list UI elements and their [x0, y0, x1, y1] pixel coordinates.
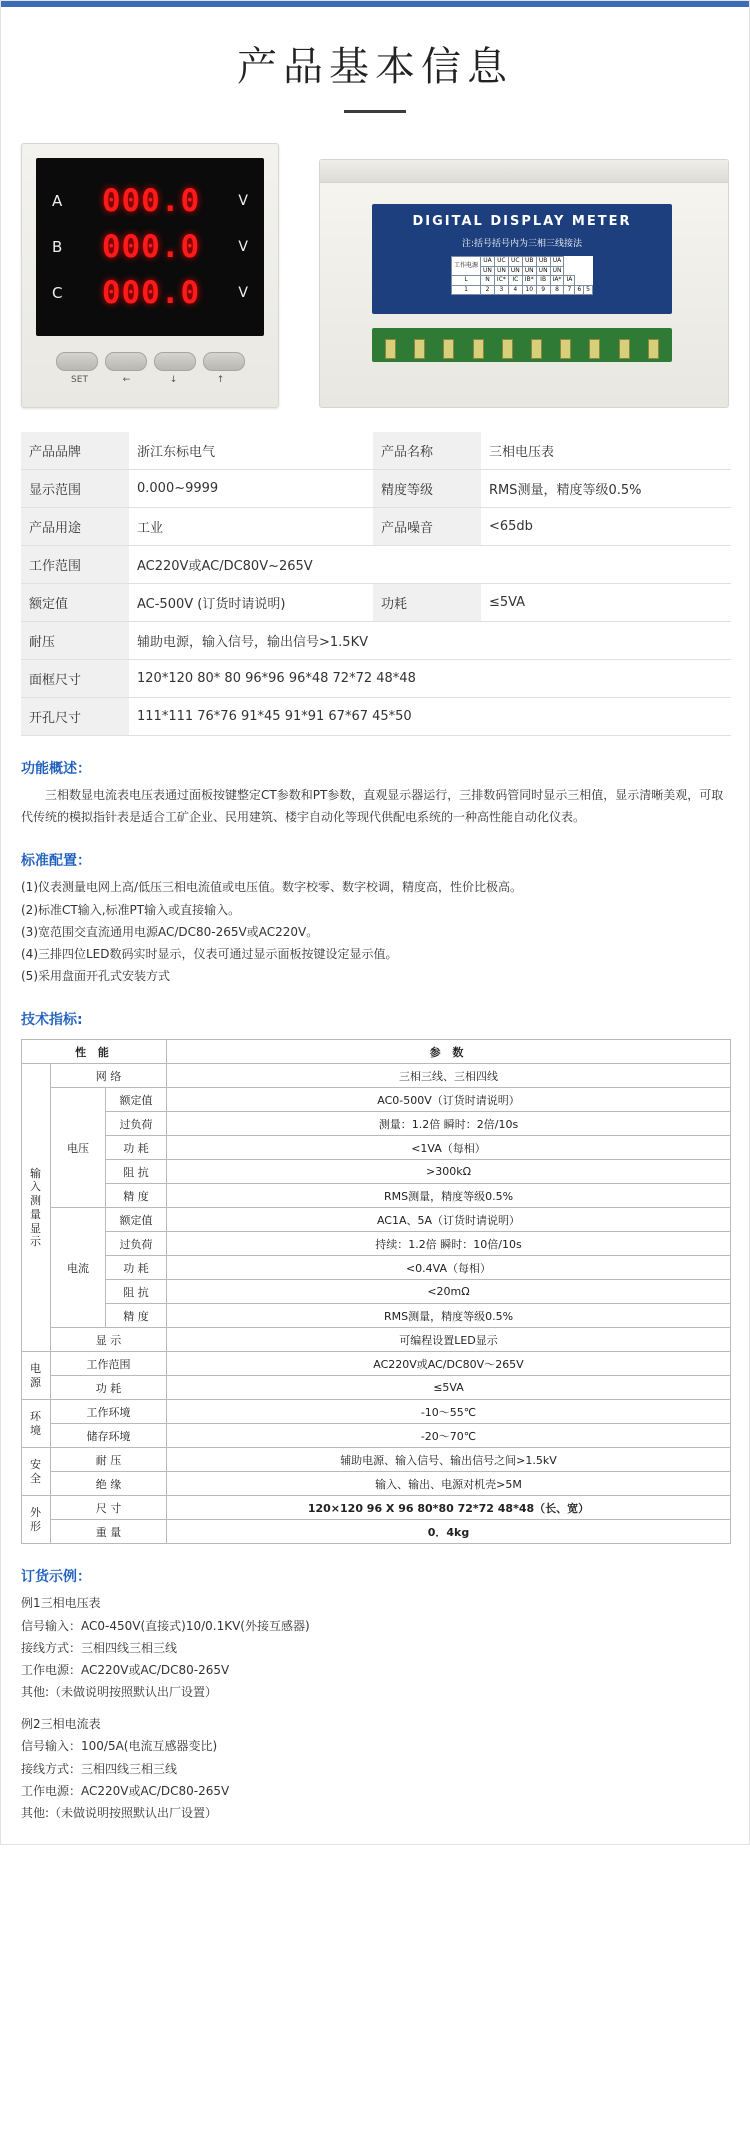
tech-value: -20～70℃	[167, 1424, 731, 1448]
table-row	[452, 257, 593, 267]
wiring-cell: 8	[550, 285, 564, 295]
page-title: 产品基本信息	[237, 44, 513, 90]
tech-header-performance: 性 能	[22, 1040, 167, 1064]
table-row	[22, 1424, 731, 1448]
table-row	[21, 698, 731, 736]
spec-key: 产品名称	[373, 432, 481, 470]
order-line: 例1三相电压表	[21, 1596, 101, 1611]
standard-line: (2)标准CT输入,标准PT输入或直接输入。	[21, 902, 241, 917]
table-row	[22, 1520, 731, 1544]
display-row	[46, 183, 254, 219]
wiring-cell: IA	[564, 276, 575, 286]
wiring-cell: IB*	[522, 276, 536, 286]
phase-label-c: C	[52, 284, 63, 302]
tech-group-dimensions: 外形	[22, 1496, 51, 1544]
order-line: 其他:（未做说明按照默认出厂设置）	[21, 1685, 218, 1700]
tech-sub-label: 额定值	[106, 1088, 167, 1112]
wiring-cell: UC	[508, 257, 522, 267]
tech-sub-label: 功 耗	[51, 1376, 167, 1400]
terminal-pin	[619, 339, 630, 359]
terminal-pin	[414, 339, 425, 359]
tech-sub-label: 网 络	[51, 1064, 167, 1088]
standard-line: (5)采用盘面开孔式安装方式	[21, 969, 170, 984]
table-row	[22, 1136, 731, 1160]
order-line: 信号输入：100/5A(电流互感器变比)	[21, 1739, 218, 1754]
terminal-pin	[443, 339, 454, 359]
phase-value-c: 000.0	[101, 275, 201, 311]
table-row	[22, 1352, 731, 1376]
table-row	[22, 1376, 731, 1400]
spec-value: 三相电压表	[488, 445, 554, 460]
wiring-cell: 5	[584, 285, 593, 295]
tech-value: <1VA（每相）	[167, 1136, 731, 1160]
terminal-pin	[473, 339, 484, 359]
tech-spec-table	[21, 1039, 731, 1544]
spec-key: 工作范围	[21, 546, 129, 584]
set-button[interactable]	[56, 352, 98, 371]
table-row	[22, 1208, 731, 1232]
tech-value: 输入、输出、电源对机壳>5M	[167, 1472, 731, 1496]
spec-key: 耐压	[21, 622, 129, 660]
standard-line: (4)三排四位LED数码实时显示，仪表可通过显示面板按键设定显示值。	[21, 946, 398, 961]
tech-group-safety: 安全	[22, 1448, 51, 1496]
order-line: 接线方式：三相四线三相三线	[21, 1640, 178, 1655]
tech-value: RMS测量，精度等级0.5%	[167, 1184, 731, 1208]
tech-value: 辅助电源、输入信号、输出信号之间>1.5kV	[167, 1448, 731, 1472]
table-row	[21, 432, 731, 470]
spec-key: 显示范围	[21, 470, 129, 508]
wiring-cell: 工作电源	[452, 257, 481, 276]
terminal-pin	[648, 339, 659, 359]
spec-key: 功耗	[373, 584, 481, 622]
table-row	[22, 1448, 731, 1472]
tech-value: 持续：1.2倍 瞬时：10倍/10s	[167, 1232, 731, 1256]
wiring-cell: UN	[494, 266, 508, 276]
tech-sub-label: 过负荷	[106, 1112, 167, 1136]
phase-value-a: 000.0	[101, 183, 201, 219]
tech-header-parameter: 参 数	[167, 1040, 731, 1064]
wiring-cell: UN	[508, 266, 522, 276]
tech-value: 测量：1.2倍 瞬时：2倍/10s	[167, 1112, 731, 1136]
tech-sub-label: 阻 抗	[106, 1280, 167, 1304]
spec-value: RMS测量，精度等级0.5%	[488, 483, 642, 498]
left-button-label: ←	[122, 375, 131, 385]
table-row	[22, 1160, 731, 1184]
wiring-cell: 7	[564, 285, 575, 295]
display-row	[46, 275, 254, 311]
tech-sub-label: 绝 缘	[51, 1472, 167, 1496]
tech-sub-label: 显 示	[51, 1328, 167, 1352]
spec-key: 开孔尺寸	[21, 698, 129, 736]
spec-value: 浙江东标电气	[137, 445, 216, 460]
terminal-block	[372, 328, 672, 362]
table-row	[22, 1304, 731, 1328]
tech-value: ≤5VA	[167, 1376, 731, 1400]
tech-value: AC0-500V（订货时请说明）	[167, 1088, 731, 1112]
standard-line: (3)宽范围交直流通用电源AC/DC80-265V或AC220V。	[21, 924, 319, 939]
table-row	[21, 546, 731, 584]
phase-value-b: 000.0	[101, 229, 201, 265]
order-line: 接线方式：三相四线三相三线	[21, 1761, 178, 1776]
wiring-cell: UA	[550, 257, 564, 267]
spec-key: 面框尺寸	[21, 660, 129, 698]
wiring-diagram-table	[451, 256, 593, 295]
terminal-pin	[589, 339, 600, 359]
order-line: 工作电源：AC220V或AC/DC80-265V	[21, 1662, 230, 1677]
wiring-cell: IA*	[550, 276, 564, 286]
tech-sub-label: 尺 寸	[51, 1496, 167, 1520]
order-spacer	[21, 1703, 729, 1713]
order-line: 工作电源：AC220V或AC/DC80-265V	[21, 1783, 230, 1798]
nameplate-title: DIGITAL DISPLAY METER	[412, 214, 632, 229]
tech-sub-label: 储存环境	[51, 1424, 167, 1448]
tech-sub-label: 工作环境	[51, 1400, 167, 1424]
tech-value: 三相三线、三相四线	[167, 1064, 731, 1088]
tech-value: >300kΩ	[167, 1160, 731, 1184]
meter-back-top-edge	[320, 160, 728, 183]
tech-group-power: 电源	[22, 1352, 51, 1400]
nameplate-note: 注:括号括号内为三相三线接法	[461, 239, 583, 249]
spec-value: AC-500V (订货时请说明)	[137, 597, 286, 612]
page-title-block	[1, 7, 749, 121]
table-row	[22, 1184, 731, 1208]
table-row	[22, 1280, 731, 1304]
left-button[interactable]	[105, 352, 147, 371]
phase-unit-c: V	[238, 285, 248, 301]
tech-sub-label: 过负荷	[106, 1232, 167, 1256]
function-section	[21, 758, 729, 828]
table-row	[22, 1328, 731, 1352]
tech-value: AC220V或AC/DC80V～265V	[167, 1352, 731, 1376]
tech-sub-label: 功 耗	[106, 1136, 167, 1160]
tech-value: <0.4VA（每相）	[167, 1256, 731, 1280]
tech-sub-label: 耐 压	[51, 1448, 167, 1472]
order-line: 例2三相电流表	[21, 1717, 101, 1732]
title-divider	[344, 110, 406, 113]
up-button-label: ↑	[216, 375, 225, 385]
wiring-cell: 4	[508, 285, 522, 295]
meter-button-labels	[36, 375, 264, 385]
wiring-cell: UN	[550, 266, 564, 276]
down-button-label: ↓	[169, 375, 178, 385]
tech-value: 0．4kg	[167, 1520, 731, 1544]
meter-button-row	[36, 352, 264, 371]
tech-heading: 技术指标:	[21, 1012, 83, 1029]
phase-label-b: B	[52, 238, 63, 256]
phase-unit-a: V	[238, 193, 248, 209]
wiring-cell: UC	[494, 257, 508, 267]
wiring-cell: 1	[452, 285, 481, 295]
tech-section-heading-block	[21, 1009, 729, 1029]
led-display	[36, 158, 264, 336]
standard-config-section	[21, 850, 729, 987]
up-button[interactable]	[203, 352, 245, 371]
spec-value: 120*120 80* 80 96*96 96*48 72*72 48*48	[137, 671, 416, 686]
tech-sub-label: 精 度	[106, 1304, 167, 1328]
function-body: 三相数显电流表电压表通过面板按键整定CT参数和PT参数，直观显示器运行，三排数码管同时显示三相值，显示清晰美观，可取代传统的模拟指针表是适合工矿企业、民用建筑、楼宇自动化等现代供配电系统的一种高性能自动化仪表。	[21, 788, 724, 825]
table-row	[22, 1232, 731, 1256]
tech-group-voltage: 电压	[51, 1088, 106, 1208]
spec-value: 0.000~9999	[137, 481, 219, 496]
meter-back-body	[319, 159, 729, 408]
tech-sub-label: 额定值	[106, 1208, 167, 1232]
terminal-pin	[560, 339, 571, 359]
order-heading: 订货示例：	[21, 1569, 91, 1586]
order-line: 信号输入：AC0-450V(直接式)10/0.1KV(外接互感器)	[21, 1618, 310, 1633]
wiring-cell: UN	[536, 266, 550, 276]
wiring-cell: 6	[575, 285, 584, 295]
meter-front-image	[21, 143, 279, 408]
wiring-cell: IC	[508, 276, 522, 286]
phase-unit-b: V	[238, 239, 248, 255]
table-row	[452, 276, 593, 286]
function-heading: 功能概述：	[21, 761, 91, 777]
tech-sub-label: 阻 抗	[106, 1160, 167, 1184]
spec-key: 产品用途	[21, 508, 129, 546]
set-button-label: SET	[71, 375, 88, 385]
table-row	[22, 1496, 731, 1520]
tech-sub-label: 重 量	[51, 1520, 167, 1544]
meter-back-image	[309, 143, 729, 408]
spec-value: 111*111 76*76 91*45 91*91 67*67 45*50	[137, 709, 412, 724]
table-row	[21, 584, 731, 622]
wiring-cell: UN	[481, 266, 495, 276]
table-row	[21, 622, 731, 660]
tech-group-input: 输 入 测 量 显 示	[22, 1064, 51, 1352]
phase-label-a: A	[52, 192, 63, 210]
table-row	[22, 1064, 731, 1088]
wiring-cell: UB	[536, 257, 550, 267]
table-row	[22, 1472, 731, 1496]
spec-key: 产品品牌	[21, 432, 129, 470]
spec-key: 额定值	[21, 584, 129, 622]
table-row	[21, 508, 731, 546]
tech-value: 120×120 96 X 96 80*80 72*72 48*48（长、宽）	[167, 1496, 731, 1520]
wiring-cell: L	[452, 276, 481, 286]
spec-value: <65db	[488, 519, 533, 534]
wiring-cell: 3	[494, 285, 508, 295]
table-row	[22, 1112, 731, 1136]
meter-back-nameplate	[372, 204, 672, 314]
wiring-cell: 9	[536, 285, 550, 295]
tech-sub-label: 功 耗	[106, 1256, 167, 1280]
terminal-pin	[531, 339, 542, 359]
tech-group-environment: 环境	[22, 1400, 51, 1448]
table-row	[22, 1256, 731, 1280]
table-row	[21, 660, 731, 698]
tech-value: -10～55℃	[167, 1400, 731, 1424]
tech-sub-label: 精 度	[106, 1184, 167, 1208]
tech-value: <20mΩ	[167, 1280, 731, 1304]
wiring-cell: 10	[522, 285, 536, 295]
wiring-cell: UA	[481, 257, 495, 267]
table-row	[22, 1088, 731, 1112]
spec-value: 辅助电源，输入信号，输出信号>1.5KV	[137, 635, 368, 650]
terminal-pin	[385, 339, 396, 359]
order-line: 其他:（未做说明按照默认出厂设置）	[21, 1806, 218, 1820]
basic-spec-table	[21, 432, 731, 736]
table-row	[22, 1040, 731, 1064]
table-row	[452, 285, 593, 295]
display-row	[46, 229, 254, 265]
down-button[interactable]	[154, 352, 196, 371]
wiring-cell: IB	[536, 276, 550, 286]
tech-value: RMS测量，精度等级0.5%	[167, 1304, 731, 1328]
standard-heading: 标准配置：	[21, 853, 91, 870]
tech-sub-label: 工作范围	[51, 1352, 167, 1376]
spec-key: 产品噪音	[373, 508, 481, 546]
table-row	[21, 470, 731, 508]
tech-value: 可编程设置LED显示	[167, 1328, 731, 1352]
spec-value: 工业	[137, 521, 164, 536]
spec-value: ≤5VA	[488, 595, 526, 610]
wiring-cell: N	[481, 276, 495, 286]
order-example-section	[21, 1566, 729, 1824]
wiring-cell: UN	[522, 266, 536, 276]
terminal-pin	[502, 339, 513, 359]
spec-value: AC220V或AC/DC80V~265V	[137, 559, 313, 574]
wiring-cell: UB	[522, 257, 536, 267]
spec-key: 精度等级	[373, 470, 481, 508]
wiring-cell: 2	[481, 285, 495, 295]
tech-value: AC1A、5A（订货时请说明）	[167, 1208, 731, 1232]
wiring-cell: IC*	[494, 276, 508, 286]
table-row	[22, 1400, 731, 1424]
standard-line: (1)仪表测量电网上高/低压三相电流值或电压值。数字校零、数字校调，精度高，性价比极高。	[21, 880, 523, 895]
product-images	[1, 121, 749, 414]
tech-group-current: 电流	[51, 1208, 106, 1328]
